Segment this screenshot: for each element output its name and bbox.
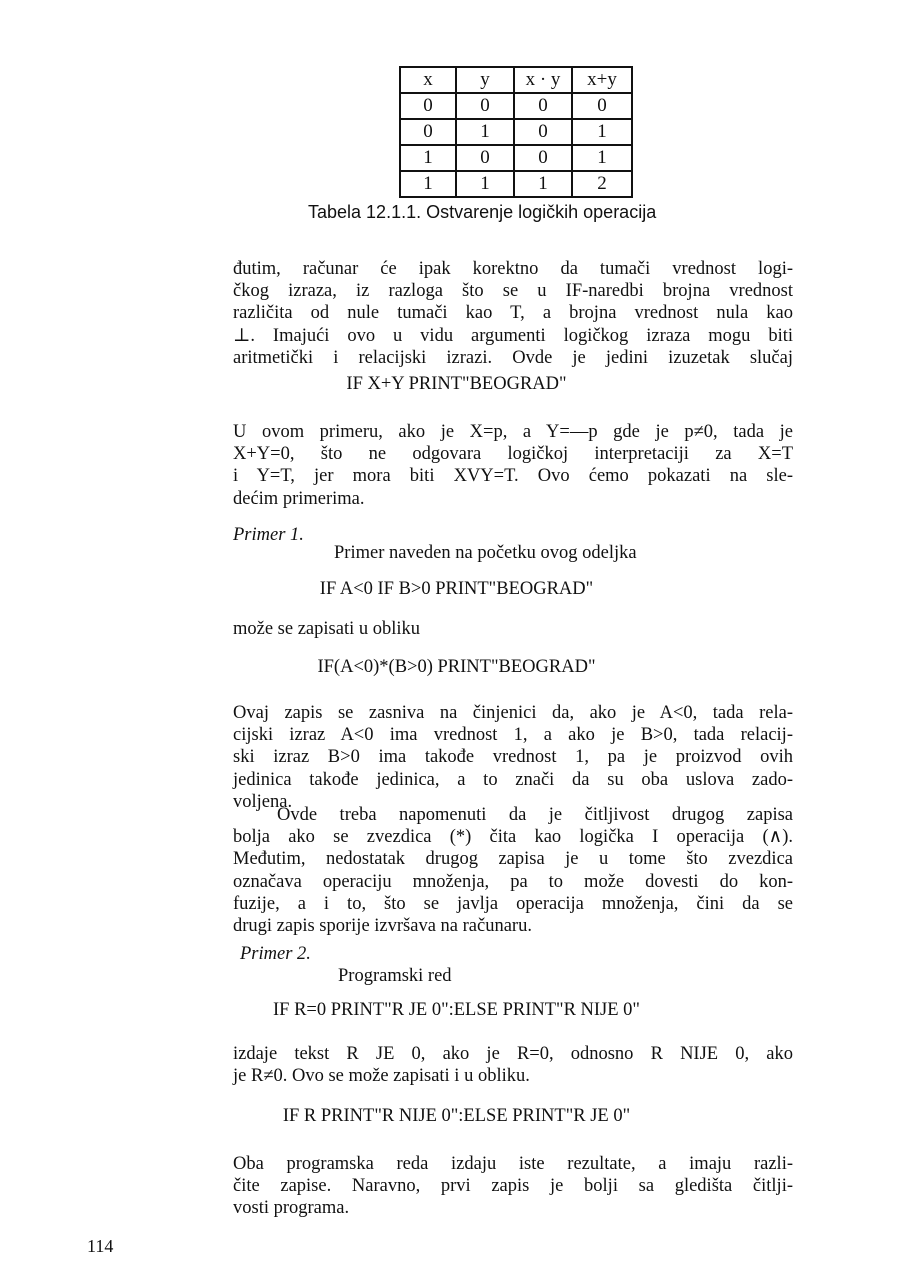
table-cell: 0: [514, 93, 572, 119]
paragraph-3: može se zapisati u obliku: [233, 619, 421, 639]
primer-2-label: Primer 2.: [240, 944, 311, 964]
paragraph-1: [233, 258, 793, 369]
text-line: drugi zapis sporije izvršava na računaru.: [233, 916, 532, 937]
table-cell: 0: [400, 119, 456, 145]
text-line: vosti programa.: [233, 1198, 350, 1219]
primer-1-label: Primer 1.: [233, 525, 304, 545]
code-line-1: IF X+Y PRINT"BEOGRAD": [346, 374, 567, 394]
page-number: 114: [87, 1236, 114, 1256]
primer-2-intro: Programski red: [338, 966, 452, 986]
table-row: [400, 145, 632, 171]
table-header-cell: x · y: [514, 67, 572, 93]
text-line: je R≠0. Ovo se može zapisati i u obliku.: [233, 1066, 530, 1087]
table-header-cell: y: [456, 67, 514, 93]
text-line: Ovaj zapis se zasniva na činjenici da, ako je A<0, tada rela-: [233, 703, 793, 723]
text-line: različita od nule tumači kao T, a brojna vrednost nula kao: [233, 303, 793, 324]
text-line: X+Y=0, što ne odgovara logičkoj interpretaciji za X=T: [233, 444, 793, 465]
text-line: U ovom primeru, ako je X=p, a Y=—p gde je p≠0, tada je: [233, 422, 793, 442]
table-cell: 1: [456, 119, 514, 145]
text-line: đutim, računar će ipak korektno da tumači vrednost logi-: [233, 259, 793, 279]
table-row: [400, 119, 632, 145]
text-line: čite zapise. Naravno, prvi zapis je bolji sa gledišta čitlji-: [233, 1176, 793, 1197]
text-line: aritmetički i relacijski izrazi. Ovde je jedini izuzetak slučaj: [233, 347, 793, 368]
text-line: Međutim, nedostatak drugog zapisa je u tome što zvezdica: [233, 849, 793, 870]
code-line-2: IF A<0 IF B>0 PRINT"BEOGRAD": [319, 579, 594, 599]
table-cell: 1: [514, 171, 572, 197]
text-line: fuzije, a i to, što se javlja operacija množenja, čini da se: [233, 893, 793, 914]
text-line: dećim primerima.: [233, 488, 365, 509]
table-cell: 1: [572, 119, 632, 145]
paragraph-7: [233, 1153, 793, 1220]
text-line: označava operaciju množenja, pa to može dovesti do kon-: [233, 871, 793, 892]
paragraph-4: [233, 702, 793, 813]
table-cell: 0: [514, 119, 572, 145]
code-line-4: IF R=0 PRINT"R JE 0":ELSE PRINT"R NIJE 0": [273, 1000, 640, 1020]
text-line: i Y=T, jer mora biti XVY=T. Ovo ćemo pokazati na sle-: [233, 466, 793, 487]
table-header-row: [400, 67, 632, 93]
primer-1-intro: Primer naveden na početku ovog odeljka: [334, 543, 637, 563]
text-line: Ovde treba napomenuti da je čitljivost drugog zapisa: [277, 805, 793, 825]
text-line: ski izraz B>0 ima takođe vrednost 1, pa je proizvod ovih: [233, 747, 793, 768]
text-line: bolja ako se zvezdica (*) čita kao logička I operacija (∧).: [233, 827, 793, 848]
table-caption: Tabela 12.1.1. Ostvarenje logičkih operacija: [308, 202, 657, 222]
paragraph-6: [233, 1043, 793, 1087]
table-cell: 0: [456, 93, 514, 119]
text-line: ⊥. Imajući ovo u vidu argumenti logičkog izraza mogu biti: [233, 325, 793, 346]
table-cell: 2: [572, 171, 632, 197]
text-line: čkog izraza, iz razloga što se u IF-naredbi brojna vrednost: [233, 281, 793, 302]
table-cell: 0: [514, 145, 572, 171]
paragraph-5: [233, 804, 793, 937]
code-line-3: IF(A<0)*(B>0) PRINT"BEOGRAD": [317, 657, 596, 677]
text-line: cijski izraz A<0 ima vrednost 1, a ako je B>0, tada relacij-: [233, 725, 793, 746]
text-line: voljena.: [233, 791, 293, 812]
truth-table: [399, 66, 633, 198]
table-header-cell: x: [400, 67, 456, 93]
table-cell: 0: [400, 93, 456, 119]
table-row: [400, 93, 632, 119]
table-cell: 0: [456, 145, 514, 171]
table-cell: 1: [456, 171, 514, 197]
text-line: jedinica takođe jedinica, a to znači da su oba uslova zado-: [233, 769, 793, 790]
text-line: Oba programska reda izdaju iste rezultate, a imaju razli-: [233, 1154, 793, 1174]
table-row: [400, 171, 632, 197]
code-line-5: IF R PRINT"R NIJE 0":ELSE PRINT"R JE 0": [282, 1106, 631, 1126]
table-header-cell: x+y: [572, 67, 632, 93]
table-cell: 0: [572, 93, 632, 119]
text-line: izdaje tekst R JE 0, ako je R=0, odnosno R NIJE 0, ako: [233, 1044, 793, 1064]
table-cell: 1: [572, 145, 632, 171]
paragraph-2: [233, 421, 793, 510]
table-cell: 1: [400, 171, 456, 197]
table-cell: 1: [400, 145, 456, 171]
